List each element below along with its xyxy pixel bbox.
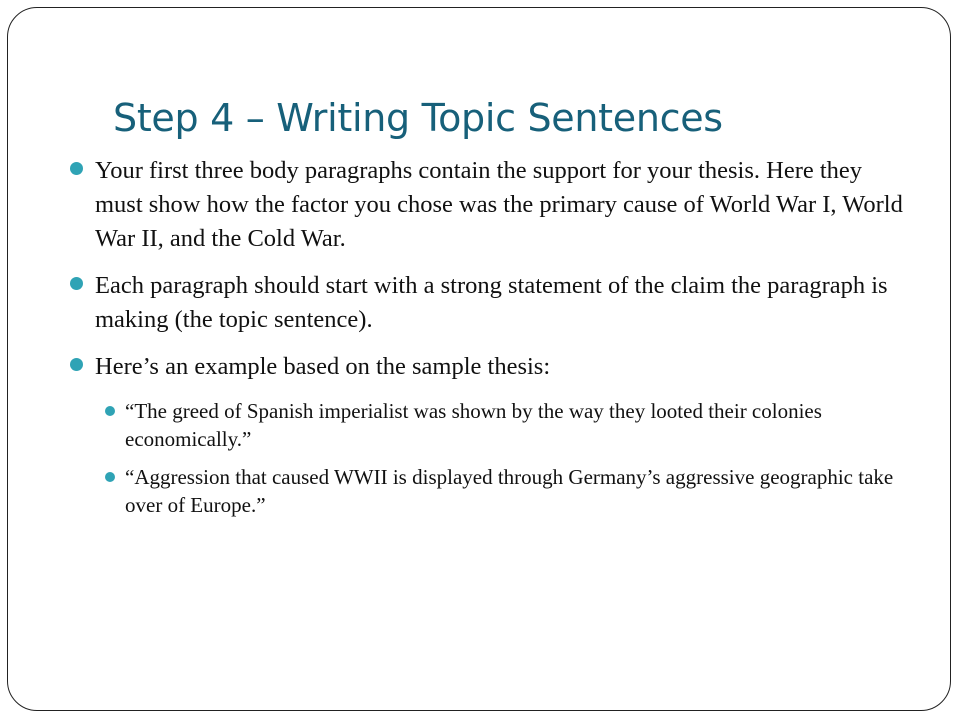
sub-bullet-dot-icon [105,406,115,416]
bullet-dot-icon [70,277,83,290]
bullet-text: Your first three body paragraphs contain the support for your thesis. Here they must show how the factor you chose was the primary cause of World War I, World War II, and the Cold War. [95,157,903,252]
slide-body [95,154,915,529]
bullet-item [95,269,915,337]
sub-bullet-text: “The greed of Spanish imperialist was shown by the way they looted their colonies economically.” [125,399,822,451]
bullet-dot-icon [70,358,83,371]
slide-title: Step 4 – Writing Topic Sentences [113,96,723,140]
bullet-text: Each paragraph should start with a strong statement of the claim the paragraph is making (the topic sentence). [95,272,888,333]
sub-bullet-item [125,397,915,453]
slide-frame [7,7,951,711]
sub-bullet-dot-icon [105,472,115,482]
bullet-item [95,154,915,256]
bullet-dot-icon [70,162,83,175]
sub-bullet-item [125,463,915,519]
bullet-item [95,350,915,384]
bullet-text: Here’s an example based on the sample thesis: [95,353,551,380]
sub-bullet-text: “Aggression that caused WWII is displayed through Germany’s aggressive geographic take over of Europe.” [125,465,894,517]
